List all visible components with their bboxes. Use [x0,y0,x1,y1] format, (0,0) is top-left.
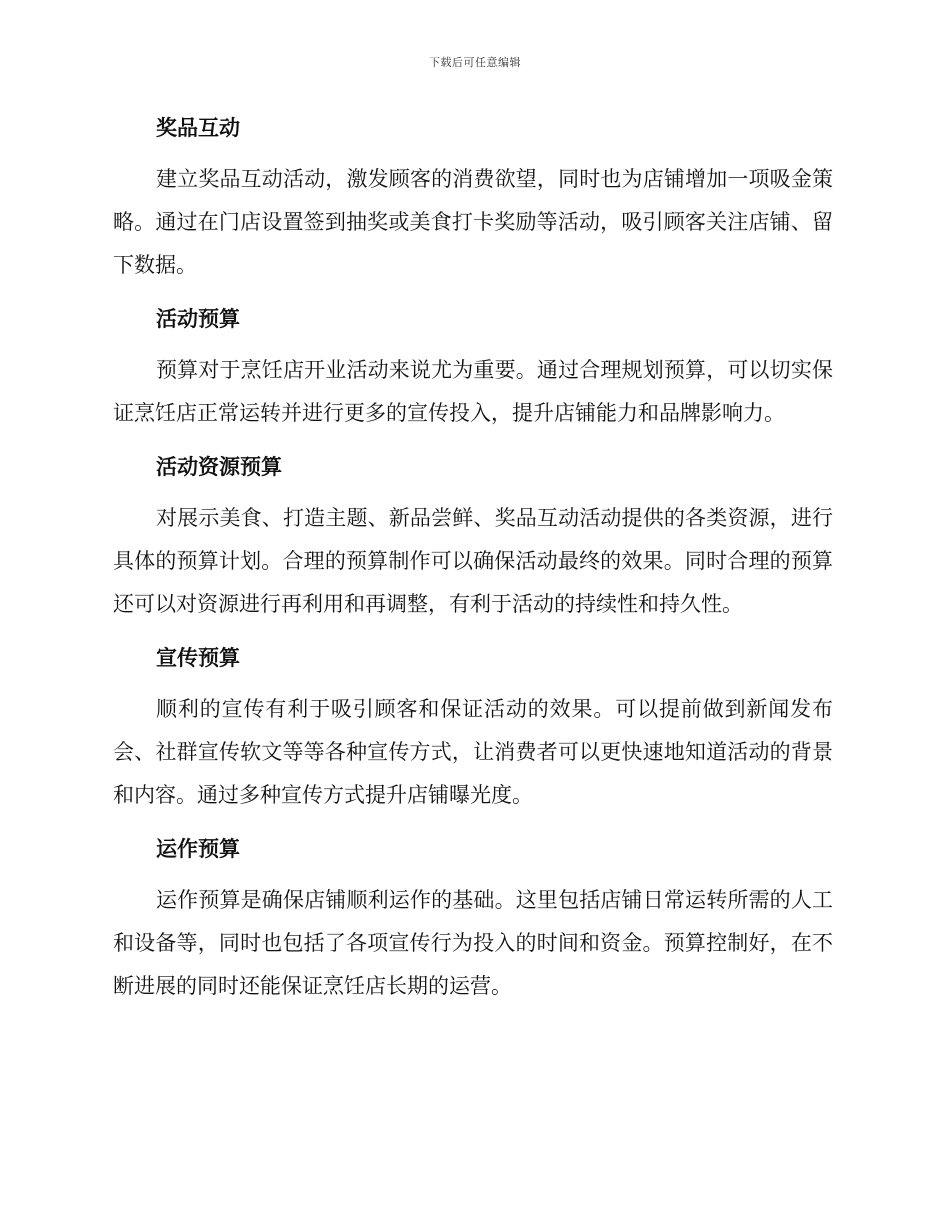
section-paragraph: 建立奖品互动活动，激发顾客的消费欲望，同时也为店铺增加一项吸金策略。通过在门店设置签到抽奖或美食打卡奖励等活动，吸引顾客关注店铺、留下数据。 [113,167,833,277]
section-prize-interaction [113,108,833,287]
section-heading: 奖品互动 [156,116,240,140]
section-resource-budget [113,447,833,626]
section-publicity-budget [113,638,833,817]
page-header: 下载后可任意编辑 [429,56,521,69]
section-heading: 活动资源预算 [156,455,282,479]
section-activity-budget [113,299,833,435]
section-paragraph: 对展示美食、打造主题、新品尝鲜、奖品互动活动提供的各类资源，进行具体的预算计划。合理的预算制作可以确保活动最终的效果。同时合理的预算还可以对资源进行再利用和再调整，有利于活动的持续性和持久性。 [113,506,833,616]
section-paragraph: 顺利的宣传有利于吸引顾客和保证活动的效果。可以提前做到新闻发布会、社群宣传软文等等各种宣传方式，让消费者可以更快速地知道活动的背景和内容。通过多种宣传方式提升店铺曝光度。 [113,697,833,807]
section-heading: 活动预算 [156,307,240,331]
section-paragraph: 预算对于烹饪店开业活动来说尤为重要。通过合理规划预算，可以切实保证烹饪店正常运转并进行更多的宣传投入，提升店铺能力和品牌影响力。 [113,358,833,425]
section-operation-budget [113,829,833,1008]
section-paragraph: 运作预算是确保店铺顺利运作的基础。这里包括店铺日常运转所需的人工和设备等，同时也包括了各项宣传行为投入的时间和资金。预算控制好，在不断进展的同时还能保证烹饪店长期的运营。 [113,888,833,998]
section-heading: 宣传预算 [156,646,240,670]
document-body [113,108,833,1020]
section-heading: 运作预算 [156,837,240,861]
